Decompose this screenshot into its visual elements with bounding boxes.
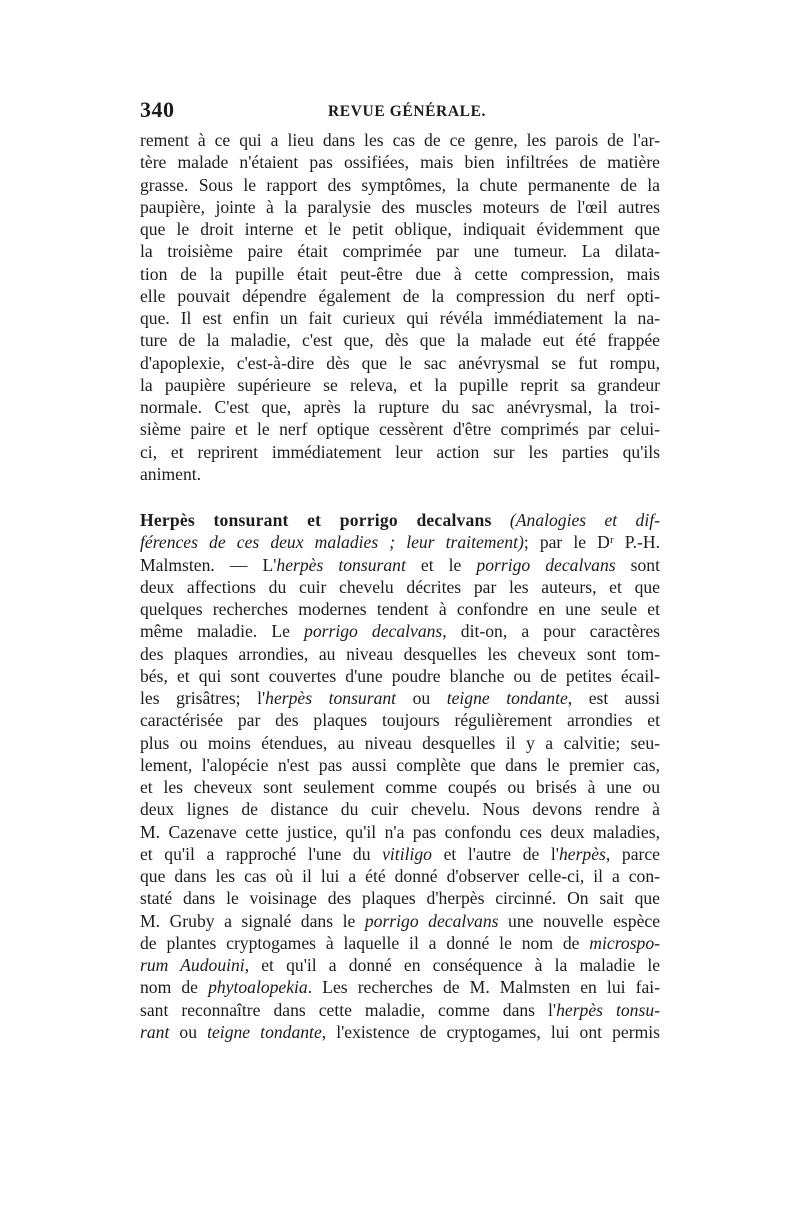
text-line: d'apoplexie, c'est-à-dire dès que le sac anévrysmal se fut rompu, <box>140 352 660 373</box>
text-run: une nouvelle espèce <box>498 910 661 931</box>
italic-text: herpès tonsurant <box>276 554 406 575</box>
text-line: tion de la pupille était peut-être due à cette compression, mais <box>140 263 660 284</box>
running-head: REVUE GÉNÉRALE. <box>328 103 486 120</box>
book-page <box>140 95 660 1043</box>
text-line <box>140 976 660 998</box>
text-line <box>140 910 660 932</box>
text-run: même maladie. Le <box>140 621 305 642</box>
italic-text: teigne tondante <box>207 1021 322 1042</box>
italic-text: teigne tondante <box>446 688 568 708</box>
text-line: quelques recherches modernes tendent à confondre en une seule et <box>140 599 660 619</box>
text-line: plus ou moins étendues, au niveau desquelles il y a calvitie; seu- <box>140 732 660 753</box>
text-line: normale. C'est que, après la rupture du sac anévrysmal, la troi- <box>140 397 660 417</box>
text-run: , et qu'il a donné en conséquence à la maladie le <box>244 955 661 975</box>
section-title: Herpès tonsurant et porrigo decalvans <box>140 510 492 530</box>
text-line: ture de la maladie, c'est que, dès que la malade eut été frappée <box>140 330 660 351</box>
text-run: ; par le Dʳ P.-H. <box>523 532 660 553</box>
text-line: grasse. Sous le rapport des symptômes, la chute permanente de la <box>140 174 660 195</box>
italic-text: porrigo decalvans <box>476 554 616 575</box>
text-run: et le <box>405 554 477 575</box>
page-header <box>140 95 660 129</box>
text-line: deux lignes de distance du cuir chevelu. Nous devons rendre à <box>140 799 660 820</box>
text-line <box>140 932 660 954</box>
text-line <box>140 954 660 976</box>
text-line: lement, l'alopécie n'est pas aussi complète que dans le premier cas, <box>140 754 660 775</box>
italic-text: herpès <box>558 843 606 864</box>
text-line: des plaques arrondies, au niveau desquelles les cheveux sont tom- <box>140 643 660 664</box>
text-run: Malmsten. — L' <box>140 554 277 575</box>
text-line: staté dans le voisinage des plaques d'herpès circinné. On sait que <box>140 888 660 909</box>
italic-text: porrigo decalvans <box>364 910 499 931</box>
italic-text: rant <box>140 1021 170 1042</box>
section-heading-line <box>140 509 660 531</box>
text-line: rement à ce qui a lieu dans les cas de ce genre, les parois de l'ar- <box>140 130 660 150</box>
text-line <box>140 999 660 1021</box>
italic-text: microspo- <box>589 932 660 953</box>
page-number: 340 <box>140 97 175 122</box>
text-line: la paupière supérieure se releva, et la pupille reprit sa grandeur <box>140 374 660 395</box>
text-run: et l'autre de l' <box>431 843 559 864</box>
text-run: ou <box>396 688 447 708</box>
paragraph-aneurysm-case <box>140 129 660 485</box>
italic-text: rum Audouini <box>140 955 245 975</box>
text-line <box>140 1021 660 1043</box>
text-run: nom de <box>140 977 209 998</box>
text-run: de plantes cryptogames à laquelle il a donné le nom de <box>140 932 590 953</box>
text-line <box>140 531 660 553</box>
text-line: ci, et reprirent immédiatement leur action sur les parties qu'ils <box>140 441 660 462</box>
text-run: , parce <box>605 843 660 864</box>
text-line: bés, et qui sont couvertes d'une poudre blanche ou de petites écail- <box>140 665 660 686</box>
italic-text: vitiligo <box>382 843 432 864</box>
text-line: et les cheveux sont seulement comme coupés ou brisés à une ou <box>140 777 660 797</box>
text-line: que dans les cas où il lui a été donné d'observer celle-ci, il a con- <box>140 866 660 886</box>
text-line <box>140 843 660 865</box>
text-line: que le droit interne et le petit oblique, indiquait évidemment que <box>140 219 660 239</box>
text-line <box>140 687 660 709</box>
text-run: . Les recherches de M. Malmsten en lui fai- <box>307 977 660 998</box>
text-line: tère malade n'étaient pas ossifiées, mais bien infiltrées de matière <box>140 152 660 173</box>
italic-text: férences de ces deux maladies ; leur traitement) <box>140 532 524 553</box>
text-run: les grisâtres; l' <box>140 688 266 708</box>
section-herpes-tonsurant <box>140 509 660 1043</box>
italic-text: herpès tonsurant <box>265 688 397 708</box>
italic-text: phytoalopekia <box>208 977 308 998</box>
text-run: ou <box>169 1021 208 1042</box>
text-run: , l'existence de cryptogames, lui ont permis <box>321 1021 660 1042</box>
text-line: deux affections du cuir chevelu décrites par les auteurs, et que <box>140 576 660 597</box>
text-line: animent. <box>140 463 202 484</box>
text-run: sant reconnaître dans cette maladie, comme dans l' <box>140 999 557 1020</box>
text-line: que. Il est enfin un fait curieux qui révéla immédiatement la na- <box>140 308 660 328</box>
text-run: sont <box>615 554 660 575</box>
italic-text: herpès tonsu- <box>556 999 660 1020</box>
text-run: , dit-on, a pour caractères <box>442 621 660 642</box>
italic-text: porrigo decalvans <box>304 621 443 642</box>
text-run: M. Gruby a signalé dans le <box>140 910 365 931</box>
section-subtitle: (Analogies et dif- <box>509 510 660 530</box>
text-line: sième paire et le nerf optique cessèrent d'être comprimés par celui- <box>140 419 660 440</box>
text-line <box>140 554 660 576</box>
text-line: M. Cazenave cette justice, qu'il n'a pas confondu ces deux maladies, <box>140 821 660 842</box>
text-run: et qu'il a rapproché l'une du <box>140 843 383 864</box>
text-line <box>140 620 660 642</box>
text-line: paupière, jointe à la paralysie des muscles moteurs de l'œil autres <box>140 196 660 217</box>
text-run: , est aussi <box>567 688 660 708</box>
text-line: elle pouvait dépendre également de la compression du nerf opti- <box>140 285 660 306</box>
text-line: la troisième paire était comprimée par une tumeur. La dilata- <box>140 241 660 262</box>
text-line: caractérisée par des plaques toujours régulièrement arrondies et <box>140 710 660 731</box>
